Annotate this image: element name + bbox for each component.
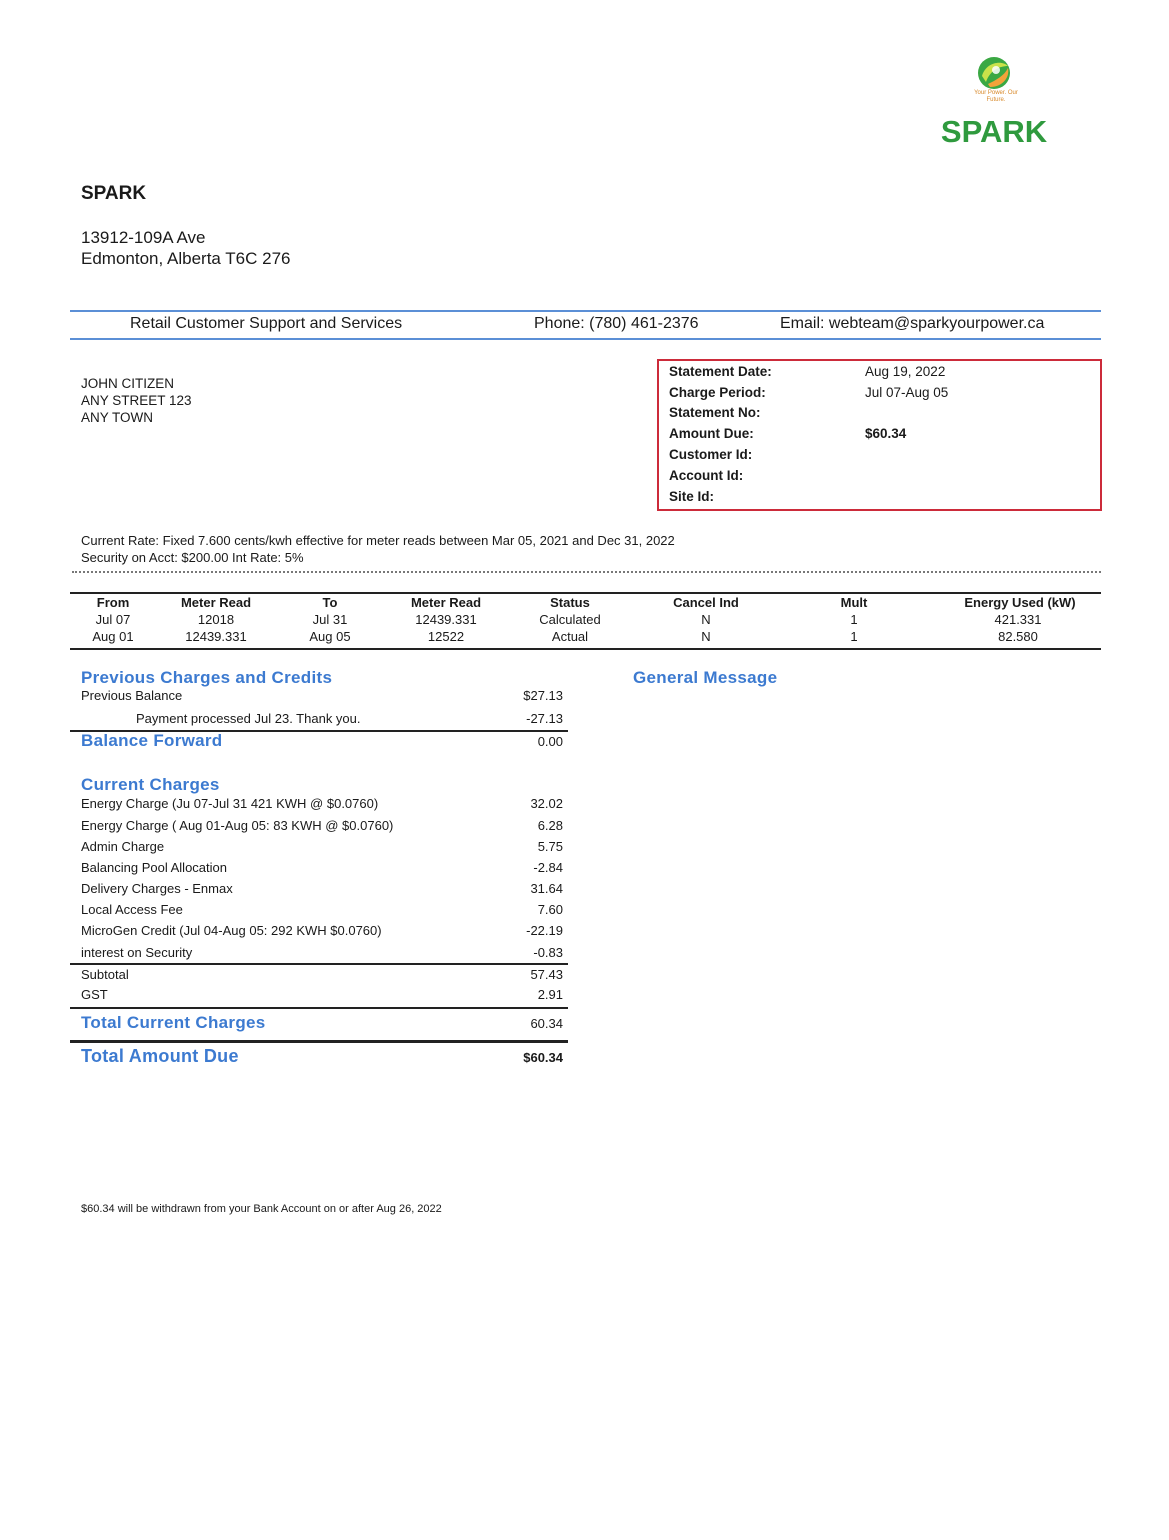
dotted-divider bbox=[72, 571, 1101, 573]
current-charges-title: Current Charges bbox=[81, 775, 220, 794]
table-cell: Calculated bbox=[539, 612, 601, 627]
sender-address-line1: 13912-109A Ave bbox=[81, 228, 206, 247]
line-amount: -27.13 bbox=[526, 711, 563, 726]
table-cell: Aug 05 bbox=[309, 629, 351, 644]
withdrawal-note: $60.34 will be withdrawn from your Bank Account on or after Aug 26, 2022 bbox=[81, 1203, 442, 1215]
statement-label: Amount Due: bbox=[669, 426, 754, 441]
table-cell: 82.580 bbox=[998, 629, 1038, 644]
statement-label: Charge Period: bbox=[669, 385, 766, 400]
table-cell: 1 bbox=[850, 612, 858, 627]
line-amount: -0.83 bbox=[533, 945, 563, 960]
recipient-name: JOHN CITIZEN bbox=[81, 376, 174, 391]
column-header: Meter Read bbox=[180, 595, 252, 610]
security-text: Security on Acct: $200.00 Int Rate: 5% bbox=[81, 550, 304, 565]
line-amount: 57.43 bbox=[530, 967, 563, 982]
logo-wordmark: SPARK bbox=[940, 114, 1048, 149]
line-amount: 31.64 bbox=[530, 881, 563, 896]
line-description: Energy Charge (Ju 07-Jul 31 421 KWH @ $0.0760) bbox=[81, 796, 379, 811]
support-bar bbox=[70, 310, 1101, 340]
table-cell: Actual bbox=[551, 629, 589, 644]
line-description: MicroGen Credit (Jul 04-Aug 05: 292 KWH $0.0760) bbox=[81, 923, 382, 938]
statement-value: $60.34 bbox=[865, 426, 907, 441]
line-amount: 0.00 bbox=[537, 734, 563, 749]
line-description: Previous Balance bbox=[81, 688, 183, 703]
table-cell: N bbox=[701, 629, 711, 644]
support-title: Retail Customer Support and Services bbox=[130, 315, 403, 332]
line-description: Balancing Pool Allocation bbox=[81, 860, 227, 875]
sender-name: SPARK bbox=[81, 183, 147, 204]
column-header: To bbox=[322, 595, 338, 610]
line-amount: -22.19 bbox=[526, 923, 563, 938]
current-rate-text: Current Rate: Fixed 7.600 cents/kwh effective for meter reads between Mar 05, 2021 and Dec 31, 2022 bbox=[81, 533, 675, 548]
recipient-town: ANY TOWN bbox=[81, 410, 154, 425]
column-header: Meter Read bbox=[410, 595, 482, 610]
statement-label: Statement No: bbox=[669, 405, 761, 420]
line-amount: 32.02 bbox=[530, 796, 563, 811]
statement-label: Customer Id: bbox=[669, 447, 753, 462]
line-amount: -2.84 bbox=[533, 860, 563, 875]
meter-read-table bbox=[70, 592, 1101, 650]
balance-forward-label: Balance Forward bbox=[81, 731, 223, 750]
table-cell: 12439.331 bbox=[415, 612, 477, 627]
column-header: Status bbox=[550, 595, 590, 610]
statement-value: Jul 07-Aug 05 bbox=[865, 385, 949, 400]
line-description: Delivery Charges - Enmax bbox=[81, 881, 233, 896]
line-description: GST bbox=[81, 987, 108, 1002]
rate-info bbox=[81, 532, 675, 566]
table-cell: N bbox=[701, 612, 711, 627]
spark-leaf-icon bbox=[938, 54, 1050, 94]
column-header: Energy Used (kW) bbox=[964, 595, 1076, 610]
table-cell: Jul 31 bbox=[312, 612, 348, 627]
column-header: Cancel Ind bbox=[673, 595, 739, 610]
line-amount: $60.34 bbox=[523, 1050, 563, 1065]
divider-rule bbox=[70, 1007, 568, 1009]
table-cell: Jul 07 bbox=[95, 612, 131, 627]
line-amount: 2.91 bbox=[537, 987, 563, 1002]
recipient-address bbox=[81, 375, 192, 426]
table-cell: 12018 bbox=[197, 612, 235, 627]
statement-label: Site Id: bbox=[669, 489, 715, 504]
logo-tagline: Your Power. Our Future. bbox=[974, 90, 1018, 103]
total-amount-due-label: Total Amount Due bbox=[81, 1046, 239, 1066]
divider-rule bbox=[70, 1040, 568, 1043]
statement-value: Aug 19, 2022 bbox=[865, 364, 946, 379]
statement-label: Account Id: bbox=[669, 468, 744, 483]
statement-summary-box bbox=[657, 359, 1102, 511]
support-phone: Phone: (780) 461-2376 bbox=[534, 315, 699, 332]
statement-label: Statement Date: bbox=[669, 364, 772, 379]
table-cell: Aug 01 bbox=[92, 629, 134, 644]
line-amount: $27.13 bbox=[523, 688, 563, 703]
table-cell: 12522 bbox=[427, 629, 465, 644]
recipient-street: ANY STREET 123 bbox=[81, 393, 192, 408]
sender-address-line2: Edmonton, Alberta T6C 276 bbox=[81, 249, 291, 268]
support-email[interactable]: Email: webteam@sparkyourpower.ca bbox=[780, 315, 1045, 332]
line-description: Payment processed Jul 23. Thank you. bbox=[136, 711, 361, 726]
line-amount: 7.60 bbox=[537, 902, 563, 917]
line-amount: 5.75 bbox=[537, 839, 563, 854]
line-description: Admin Charge bbox=[81, 839, 165, 854]
table-cell: 1 bbox=[850, 629, 858, 644]
line-description: Subtotal bbox=[81, 967, 129, 982]
general-message-title: General Message bbox=[633, 668, 778, 687]
line-description: interest on Security bbox=[81, 945, 193, 960]
total-current-charges-label: Total Current Charges bbox=[81, 1013, 266, 1032]
column-header: From bbox=[96, 595, 130, 610]
column-header: Mult bbox=[840, 595, 868, 610]
table-cell: 421.331 bbox=[994, 612, 1042, 627]
line-description: Energy Charge ( Aug 01-Aug 05: 83 KWH @ $0.0760) bbox=[81, 818, 394, 833]
previous-charges-title: Previous Charges and Credits bbox=[81, 668, 333, 687]
line-description: Local Access Fee bbox=[81, 902, 183, 917]
spark-logo bbox=[938, 54, 1050, 154]
line-amount: 6.28 bbox=[537, 818, 563, 833]
line-amount: 60.34 bbox=[530, 1016, 563, 1031]
sender-address bbox=[81, 227, 291, 269]
divider-rule bbox=[70, 963, 568, 965]
table-cell: 12439.331 bbox=[185, 629, 247, 644]
